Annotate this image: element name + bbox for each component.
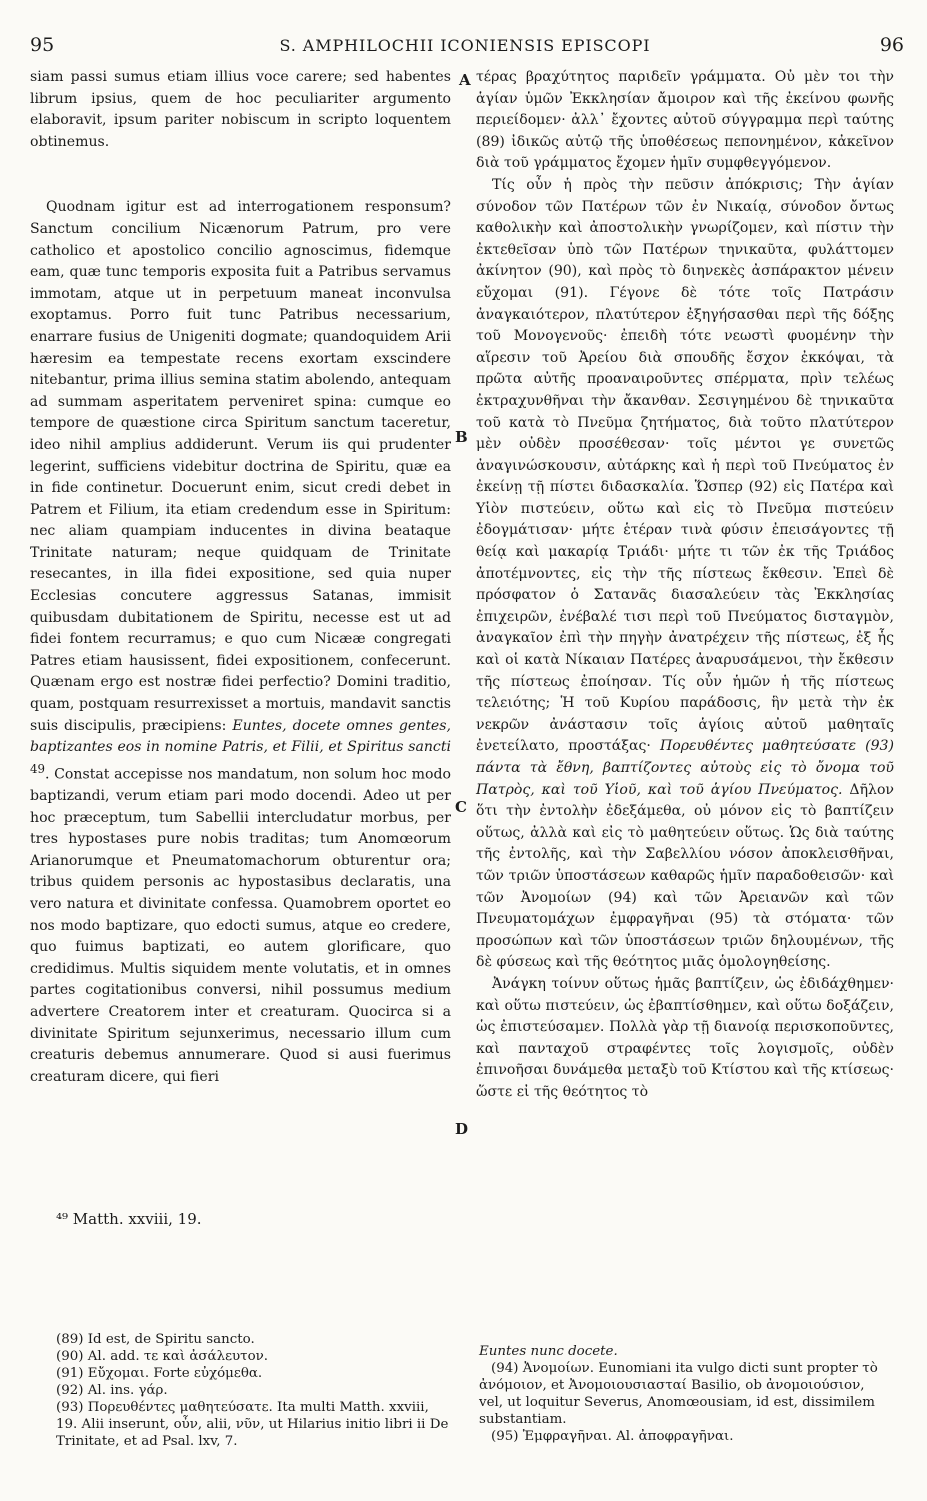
note-91: (91) Εὔχομαι. Forte εὐχόμεθα. — [56, 1366, 263, 1381]
note-92: (92) Al. ins. γάρ. — [56, 1383, 168, 1398]
greek-paragraph-2 — [476, 175, 894, 974]
footnote-scripture: ⁴⁹ Matth. xxviii, 19. — [56, 1210, 202, 1228]
page-header — [26, 34, 904, 60]
note-95: (95) Ἐμφραγῆναι. Al. ἀποφραγῆναι. — [491, 1429, 734, 1444]
latin-paragraph-2 — [30, 197, 451, 1088]
running-title: S. AMPHILOCHII ICONIENSIS EPISCOPI — [279, 36, 651, 55]
footnote-ref: 49 — [30, 761, 45, 776]
latin-p2-text: Quodnam igitur est ad interrogationem responsum? Sanctum concilium Nicænorum Patrum, pro vere catholico et apostolico concilio agnoscimus, fidemque eam, quæ tunc temporis exposita fuit a Patribus servamus immotam, atque ut in perpetuum maneat inconvulsa exoptamus. Porro fuit tunc Patribus necessarium, enarrare fusius de Unigeniti dogmate; quandoquidem Arii hæresim ea tempestate recens exortam exscindere nitebantur, prima illius semina statim abolendo, antequam ad summam asperitatem perveniret spina: cumque eo tempore de quæstione circa Spiritum sanctum taceretur, ideo nihil amplius addiderunt. Verum iis qui prudenter legerint, sufficiens videbitur doctrina de Spiritu, quæ ea in fide continetur. Docuerunt enim, sicut credi debet in Patrem et Filium, ita etiam credendum esse in Spiritum: nec aliam quampiam inducentes in divina beataque Trinitate naturam; neque quidquam de Trinitate resecantes, in illa fidei expositione, sed quia nuper Ecclesias concutere aggressus Satanas, immisit quibusdam dubitationem de Spiritu, necesse est ut ad fidei fontem recurramus; e quo cum Nicææ congregati Patres etiam hausissent, fidei expositionem, confecerunt. Quænam ergo est nostræ fidei perfectio? Domini traditio, quam, postquam resurrexisset a mortuis, mandavit sanctis suis discipulis, præcipiens: — [30, 199, 451, 734]
margin-letter-a: A — [459, 71, 471, 89]
page-number-right: 96 — [879, 34, 904, 56]
notes-left — [56, 1331, 451, 1450]
greek-p2-text: Τίς οὖν ἡ πρὸς τὴν πεῦσιν ἀπόκρισις; Τὴν ἁγίαν σύνοδον τῶν Πατέρων τῶν ἐν Νικαίᾳ, σύνοδον ὄντως καθολικὴν καὶ ἀποστολικὴν γνωρίζομεν, καὶ πίστιν τὴν ἐκτεθεῖσαν ὑπὸ τῶν Πατέρων τηνικαῦτα, φυλάττομεν ἀκίνητον (90), καὶ πρὸς τὸ διηνεκὲς ἀσπάρακτον μένειν εὔχομαι (91). Γέγονε δὲ τότε τοῖς Πατράσιν ἀναγκαιότερον, πλατύτερον ἐξηγήσασθαι περὶ τῆς δόξης τοῦ Μονογενοῦς· ἐπειδὴ τότε νεωστὶ φυομένην τὴν αἵρεσιν τοῦ Ἀρείου διὰ σπουδῆς ἔσχον ἐκκόψαι, τὰ πρῶτα αὐτῆς προαναιροῦντες σπέρματα, πρὶν τελέως ἐκτραχυνθῆναι τὴν ἄκανθαν. Σεσιγημένου δὲ τηνικαῦτα τοῦ κατὰ τὸ Πνεῦμα ζητήματος, διὰ τοῦτο πλατύτερον μὲν οὐδὲν προσέθεσαν· τοῖς μέντοι γε συνετῶς ἀναγινώσκουσιν, αὐτάρκης καὶ ἡ περὶ τοῦ Πνεύματος ἐν ἐκείνῃ τῇ πίστει διδασκαλία. Ὥσπερ (92) εἰς Πατέρα καὶ Υἱὸν πιστεύειν, οὕτω καὶ εἰς τὸ Πνεῦμα πιστεύειν ἐδογμάτισαν· μήτε ἑτέραν τινὰ φύσιν ἐπεισάγοντες τῇ θείᾳ καὶ μακαρίᾳ Τριάδι· μήτε τι τῶν ἐκ τῆς Τριάδος ἀποτέμνοντες, εἰς τὴν τῆς πίστεως ἔκθεσιν. Ἐπεὶ δὲ πρόσφατον ὁ Σατανᾶς διασαλεύειν τὰς Ἐκκλησίας ἐπιχειρῶν, ἐνέβαλέ τισι περὶ τοῦ Πνεύματος δισταγμὸν, ἀναγκαῖον ἐπὶ τὴν πηγὴν ἀνατρέχειν τῆς πίστεως, ἐξ ἧς καὶ οἱ κατὰ Νίκαιαν Πατέρες ἀναρυσάμενοι, τὴν ἔκθεσιν τῆς πίστεως ἐποίησαν. Τίς οὖν ἡμῶν ἡ τῆς πίστεως τελειότης; Ἡ τοῦ Κυρίου παράδοσις, ἣν μετὰ τὴν ἐκ νεκρῶν ἀνάστασιν τοῖς ἁγίοις αὐτοῦ μαθηταῖς ἐνετείλατο, προστάξας· — [476, 176, 894, 755]
latin-p2-rest: . Constat accepisse nos mandatum, non solum hoc modo baptizandi, verum etiam pari modo docendi. Adeo ut per hoc præceptum, tum Sabellii intercludatur morbus, per tres hypostases pure nobis traditas; tum Anomœorum Arianorumque et Pneumatomachorum obturentur ora; tribus quidem personis ac hypostasibus declaratis, una vero natura et divinitate confessa. Quamobrem oportet eo nos modo baptizare, quo edocti sumus, atque eo credere, quo fuimus baptizati, eo autem glorificare, quo credidimus. Multis siquidem mente volutatis, et in omnes partes cogitationibus conversi, nihil possumus medium advertere Creatorem inter et creaturam. Quocirca si a divinitate Spiritum sejunxerimus, necessario illum cum creaturis debemus annumerare. Quod si ausi fuerimus creaturam dicere, qui fieri — [30, 766, 451, 1085]
greek-paragraph-3: Ἀνάγκη τοίνυν οὕτως ἡμᾶς βαπτίζειν, ὡς ἐδιδάχθημεν· καὶ οὕτω πιστεύειν, ὡς ἐβαπτίσθημεν, καὶ οὕτω δοξάζειν, ὡς ἐπιστεύσαμεν. Πολλὰ γὰρ τῇ διανοίᾳ περισκοποῦντες, καὶ πανταχοῦ στραφέντες τοῖς λογισμοῖς, οὐδὲν ἐπινοῆσαι δυνάμεθα μεταξὺ τοῦ Κτίστου καὶ τῆς κτίσεως· ὥστε εἰ τῆς θεότητος τὸ — [476, 975, 894, 1100]
greek-p2-rest: Δῆλον ὅτι τὴν ἐντολὴν ἐδεξάμεθα, οὐ μόνον εἰς τὸ βαπτίζειν οὕτως, ἀλλὰ καὶ εἰς τὸ μαθητεύειν οὕτως. Ὡς διὰ ταύτης τῆς ἐντολῆς, καὶ τὴν Σαβελλίου νόσον ἀποκλεισθῆναι, τῶν τριῶν ὑποστάσεων καθαρῶς ἡμῖν παραδοθεισῶν· καὶ τῶν Ἀνομοίων (94) καὶ τῶν Ἀρειανῶν καὶ τῶν Πνευματομάχων ἐμφραγῆναι (95) τὰ στόματα· τῶν προσώπων καὶ τῶν ὑποστάσεων τριῶν δηλουμένων, τῆς δὲ φύσεως καὶ τῆς θεότητος μιᾶς ὁμολογηθείσης. — [476, 781, 894, 971]
margin-letter-c: C — [455, 798, 467, 816]
note-89: (89) Id est, de Spiritu sancto. — [56, 1332, 255, 1347]
notes-right — [479, 1343, 889, 1445]
note-90: (90) Al. add. τε καὶ ἀσάλευτον. — [56, 1349, 269, 1364]
margin-letter-b: B — [455, 428, 468, 446]
note-94: (94) Ἀνομοίων. Eunomiani ita vulgo dicti sunt propter τὸ ἀνόμοιον, et Ἀνομοιουσιασταί Basilio, ob ἀνομοιούσιον, vel, ut loquitur Severus, Anomœousiam, id est, dissimilem substantiam. — [479, 1361, 878, 1427]
latin-paragraph-1: siam passi sumus etiam illius voce carere; sed habentes librum ipsius, quem de hoc peculiariter argumento elaboravit, ipsum pariter nobiscum in scripto loquentem obtinemus. — [30, 69, 451, 150]
note-93-continued: Euntes nunc docete. — [479, 1344, 618, 1359]
latin-column — [30, 67, 451, 1088]
page-number-left: 95 — [30, 34, 55, 56]
greek-paragraph-1: τέρας βραχύτητος παριδεῖν γράμματα. Οὐ μὲν τοι τὴν ἁγίαν ὑμῶν Ἐκκλησίαν ἄμοιρον καὶ τῆς ἐκείνου φωνῆς περιείδομεν· ἀλλ᾽ ἔχοντες αὐτοῦ σύγγραμμα περὶ ταύτης (89) ἰδικῶς αὐτῷ τῆς ὑποθέσεως πεπονημένον, κἀκεῖνον διὰ τοῦ γράμματος ἔχομεν ἡμῖν συμφθεγγόμενον. — [476, 69, 894, 172]
greek-column — [476, 67, 894, 1104]
greek-scripture-quote: Πορευθέντες μαθητεύσατε (93) πάντα τὰ ἔθνη, βαπτίζοντες αὐτοὺς εἰς τὸ ὄνομα τοῦ Πατρὸς, καὶ τοῦ Υἱοῦ, καὶ τοῦ ἁγίου Πνεύματος. — [476, 738, 895, 798]
note-93: (93) Πορευθέντες μαθητεύσατε. Ita multi Matth. xxviii, 19. Alii inserunt, οὖν, alii, νῦν, ut Hilarius initio libri ii De Trinitate, et ad Psal. lxv, 7. — [56, 1400, 449, 1449]
latin-scripture-quote: Euntes, docete omnes gentes, baptizantes eos in nomine Patris, et Filii, et Spiritus sancti — [30, 717, 451, 756]
margin-letter-d: D — [455, 1120, 469, 1138]
